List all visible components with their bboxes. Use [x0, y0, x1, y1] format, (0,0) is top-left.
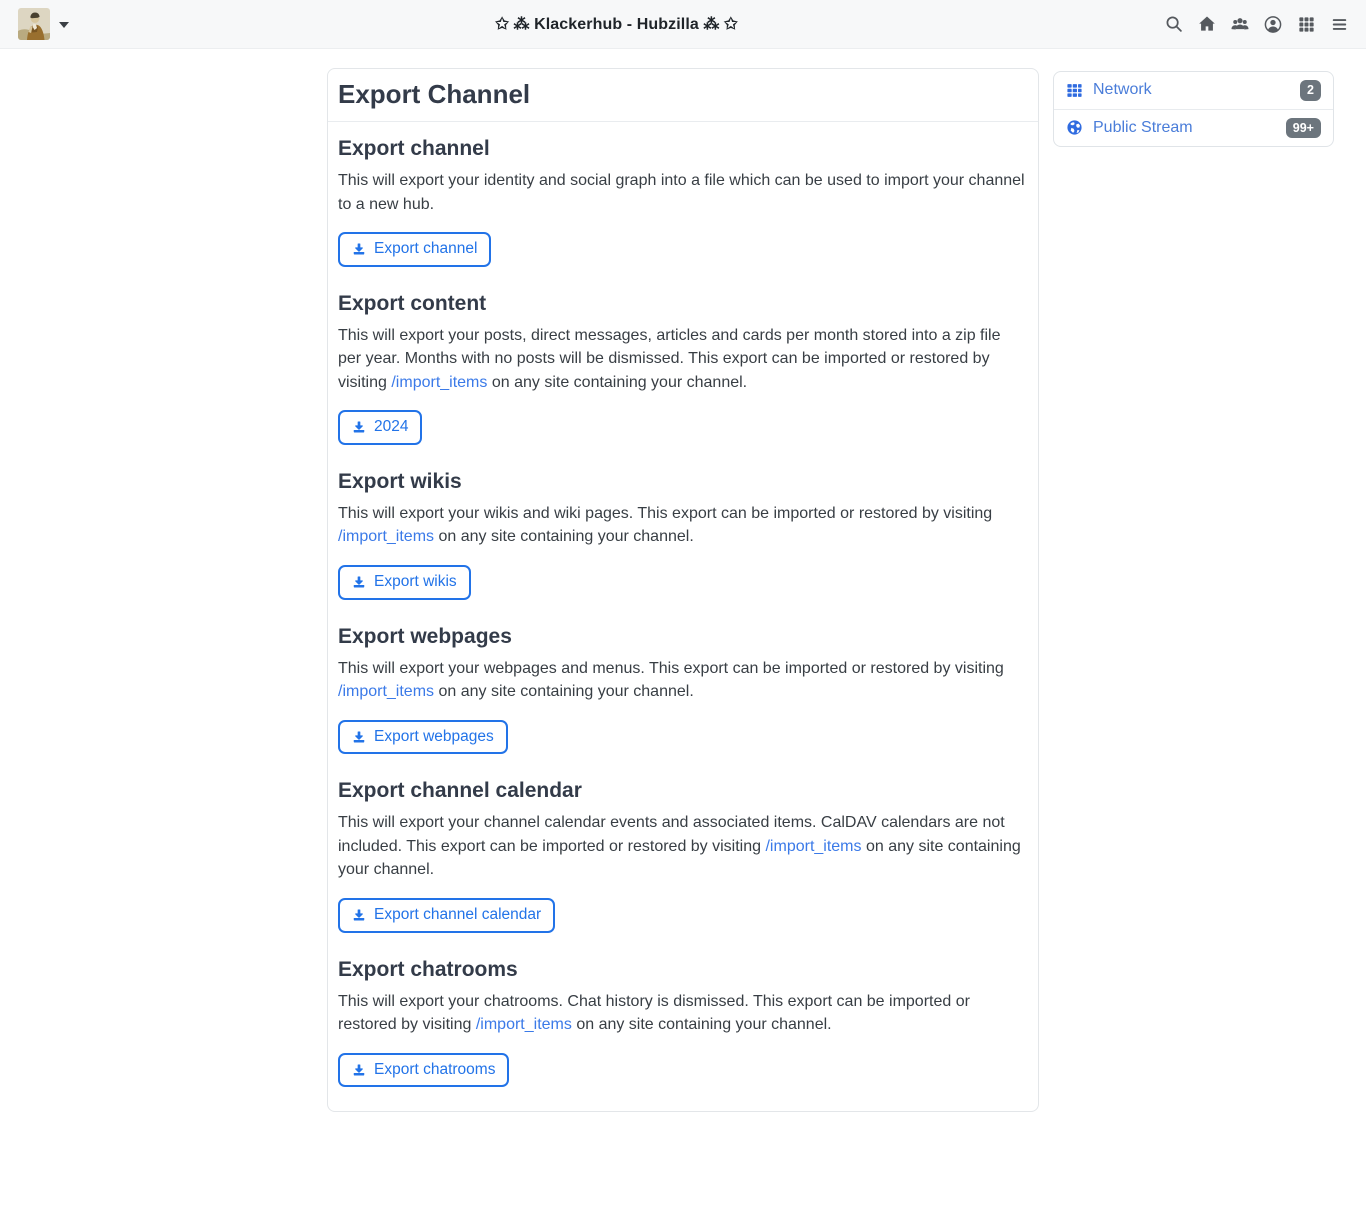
export-button[interactable]	[338, 898, 555, 933]
import-items-link[interactable]: /import_items	[765, 837, 862, 855]
export-button[interactable]	[338, 410, 422, 445]
main-layout	[0, 49, 1366, 1112]
sidebar-item-label: Network	[1093, 81, 1152, 99]
export-section	[338, 292, 1028, 455]
export-section	[338, 137, 1028, 277]
export-button-label: Export webpages	[374, 727, 494, 745]
section-heading: Export channel calendar	[338, 779, 582, 803]
download-icon	[352, 575, 366, 589]
channel-avatar[interactable]	[18, 8, 50, 40]
export-button-label: 2024	[374, 418, 409, 436]
account-icon[interactable]	[1263, 14, 1283, 34]
sidebar-item-network[interactable]	[1054, 72, 1333, 110]
apps-icon[interactable]	[1296, 14, 1316, 34]
download-icon	[352, 1063, 366, 1077]
group-icon[interactable]	[1230, 14, 1250, 34]
search-icon[interactable]	[1164, 14, 1184, 34]
export-button[interactable]	[338, 1053, 509, 1088]
import-items-link[interactable]: /import_items	[475, 1016, 572, 1034]
export-button-label: Export channel calendar	[374, 905, 542, 923]
right-aside	[1053, 71, 1334, 147]
home-icon[interactable]	[1197, 14, 1217, 34]
unseen-count-badge: 99+	[1286, 118, 1321, 139]
export-sections	[328, 122, 1038, 1111]
stream-pills-widget	[1053, 71, 1334, 147]
import-items-link[interactable]: /import_items	[338, 683, 435, 701]
section-heading: Export channel	[338, 137, 490, 160]
page-title: Export Channel	[328, 69, 1038, 122]
menu-icon[interactable]	[1329, 14, 1349, 34]
section-description: This will export your posts, direct messages, articles and cards per month stored into a zip file per year. Months with no posts will be dismissed. This export can be imported or restored by visiting /import_items on any site containing your channel.	[338, 326, 1001, 391]
export-button[interactable]	[338, 565, 471, 600]
section-heading: Export chatrooms	[338, 957, 518, 981]
export-channel-card	[327, 68, 1039, 1112]
download-icon	[352, 420, 366, 434]
section-description: This will export your channel calendar events and associated items. CalDAV calendars are not included. This export can be imported or restored by visiting /import_items on any site containing your channel.	[338, 814, 1021, 879]
navbar	[0, 0, 1366, 49]
download-icon	[352, 730, 366, 744]
section-heading: Export wikis	[338, 469, 462, 493]
sidebar-item-public-stream[interactable]	[1054, 110, 1333, 147]
download-icon	[352, 908, 366, 922]
grid-icon	[1066, 82, 1083, 99]
export-button[interactable]	[338, 720, 508, 755]
navbar-icons	[1164, 14, 1349, 34]
export-button-label: Export chatrooms	[374, 1060, 496, 1078]
section-description: This will export your identity and social graph into a file which can be used to import your channel to a new hub.	[338, 172, 1025, 213]
site-title: ✩ ⁂ Klackerhub - Hubzilla ⁂ ✩	[495, 16, 738, 33]
section-description: This will export your wikis and wiki pages. This export can be imported or restored by visiting /import_items on any site containing your channel.	[338, 504, 993, 546]
import-items-link[interactable]: /import_items	[338, 528, 435, 546]
unseen-count-badge: 2	[1300, 80, 1321, 101]
section-description: This will export your webpages and menus. This export can be imported or restored by visiting /import_items on any site containing your channel.	[338, 659, 1004, 701]
export-section	[338, 779, 1028, 942]
export-button[interactable]	[338, 232, 491, 267]
section-heading: Export webpages	[338, 624, 512, 648]
export-section	[338, 625, 1028, 765]
globe-icon	[1066, 119, 1083, 136]
channel-menu-toggle[interactable]	[18, 8, 69, 40]
export-section	[338, 470, 1028, 610]
sidebar-item-label: Public Stream	[1093, 118, 1193, 136]
export-section	[338, 958, 1028, 1098]
import-items-link[interactable]: /import_items	[391, 373, 488, 391]
section-heading: Export content	[338, 291, 487, 315]
export-button-label: Export wikis	[374, 572, 457, 590]
section-description: This will export your chatrooms. Chat history is dismissed. This export can be imported or restored by visiting /import_items on any site containing your channel.	[338, 992, 970, 1034]
download-icon	[352, 242, 366, 256]
caret-down-icon	[59, 22, 69, 28]
export-button-label: Export channel	[374, 240, 478, 258]
content-region	[327, 68, 1039, 1112]
